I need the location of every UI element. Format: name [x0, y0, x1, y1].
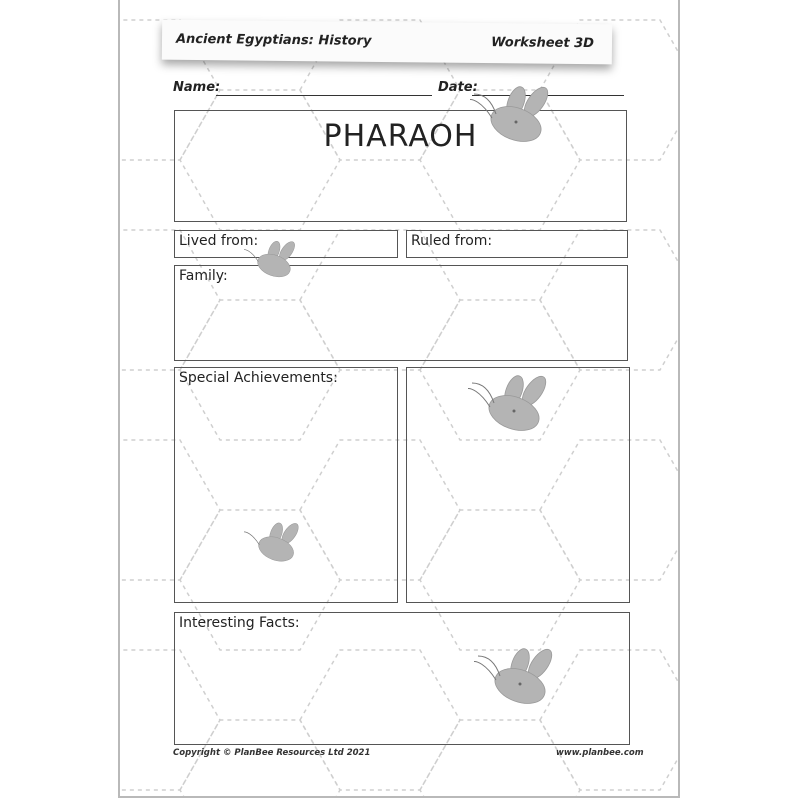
date-label: Date: — [438, 80, 478, 95]
interesting-facts-label: Interesting Facts: — [179, 615, 300, 631]
name-label: Name: — [173, 80, 221, 95]
interesting-facts-box[interactable] — [174, 612, 630, 745]
family-box[interactable] — [174, 265, 628, 361]
ruled-from-label: Ruled from: — [411, 233, 493, 249]
ruled-from-box[interactable] — [406, 230, 628, 258]
lived-from-label: Lived from: — [179, 233, 259, 249]
copyright-text: Copyright © PlanBee Resources Ltd 2021 — [173, 748, 371, 758]
special-achievements-box[interactable] — [174, 367, 398, 603]
bee-icon — [468, 372, 554, 434]
pharaoh-title-box[interactable] — [174, 110, 627, 222]
name-input-line[interactable] — [216, 95, 432, 96]
bee-icon — [244, 520, 304, 564]
header-title: Ancient Egyptians: History — [175, 31, 372, 49]
website-text: www.planbee.com — [556, 748, 644, 758]
pharaoh-title: PHARAOH — [323, 119, 478, 154]
family-label: Family: — [179, 268, 228, 284]
bee-icon — [244, 238, 300, 280]
bee-icon — [474, 645, 560, 707]
worksheet-number: Worksheet 3D — [491, 35, 595, 52]
special-achievements-label: Special Achievements: — [179, 370, 338, 386]
worksheet-page — [118, 0, 680, 798]
bee-icon — [470, 84, 556, 144]
worksheet-header — [162, 20, 612, 65]
